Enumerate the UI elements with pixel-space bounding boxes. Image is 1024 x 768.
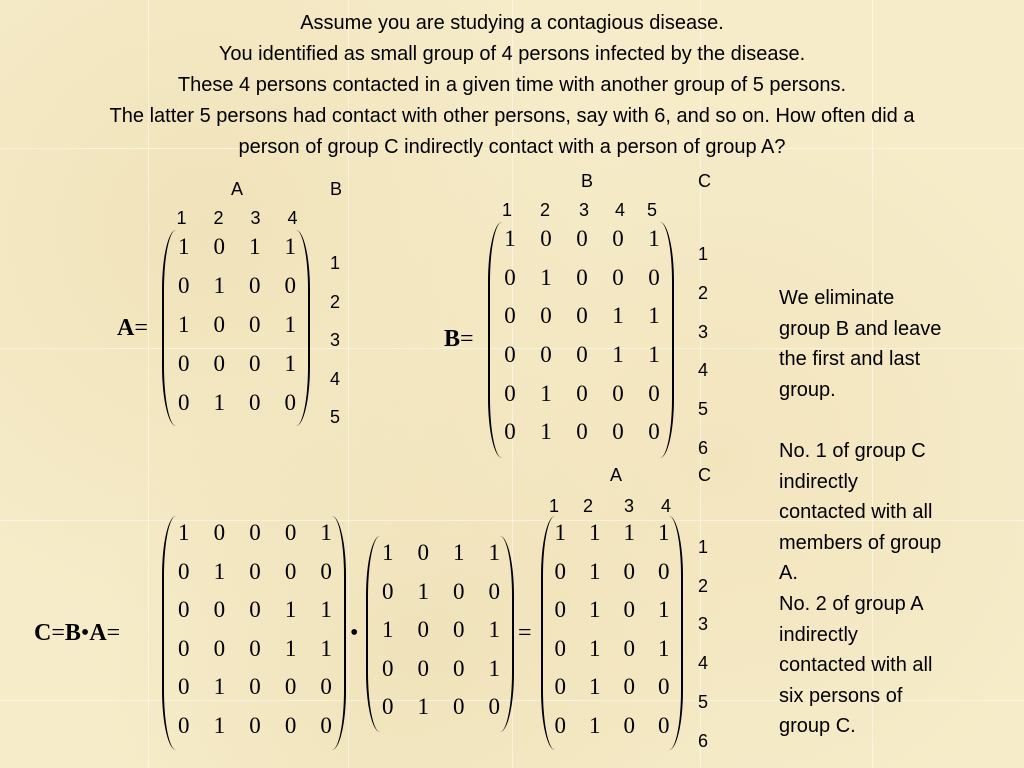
matrix-cell: 0: [284, 390, 296, 415]
matrix-row: [490, 226, 672, 265]
matrix-cell: 1: [488, 655, 500, 681]
row-index: 2: [698, 575, 709, 596]
matrix-cell: 1: [417, 694, 429, 719]
matrix-b-row-group: C: [698, 171, 711, 191]
result-col-indices: [540, 496, 682, 517]
col-index: 2: [539, 200, 550, 220]
matrix-cell: 0: [213, 351, 225, 376]
row-index: 6: [698, 437, 709, 458]
matrix-cell: 1: [589, 520, 601, 545]
matrix-cell: 0: [453, 578, 465, 604]
matrix-row: [490, 381, 672, 420]
matrix-cell: 0: [453, 617, 465, 642]
row-index: 2: [698, 282, 709, 303]
matrix-cell: 1: [178, 520, 190, 545]
matrix-cell: 1: [612, 342, 624, 368]
matrix-b-name: B: [444, 326, 461, 352]
matrix-cell: 1: [589, 712, 601, 738]
matrix-cell: 0: [504, 264, 516, 290]
matrix-row: [543, 597, 681, 636]
side-line: indirectly: [779, 623, 858, 646]
matrix-row: [368, 694, 512, 733]
matrix-row: [368, 540, 512, 579]
matrix-cell: 1: [540, 419, 552, 445]
matrix-cell: 1: [320, 520, 332, 545]
row-index: 1: [330, 253, 341, 273]
matrix-cell: 0: [249, 558, 261, 584]
matrix-cell: 0: [249, 520, 261, 545]
matrix-cell: 0: [488, 694, 500, 719]
matrix-cell: 1: [658, 520, 670, 545]
side-line: A.: [779, 562, 798, 585]
matrix-row: [543, 713, 681, 752]
matrix-cell: 0: [249, 312, 261, 337]
matrix-row: [543, 559, 681, 598]
matrix-cell: 0: [249, 597, 261, 622]
matrix-cell: 0: [554, 635, 566, 661]
side-line: contacted with all: [779, 501, 933, 524]
matrix-cell: 0: [576, 342, 588, 368]
matrix-cell: 0: [382, 655, 394, 681]
matrix-row: [368, 656, 512, 695]
matrix-cell: 1: [488, 617, 500, 642]
matrix-cell: 0: [382, 578, 394, 604]
matrix-cell: 0: [648, 380, 660, 406]
intro-text: [10, 8, 1014, 163]
row-index: 4: [698, 360, 709, 381]
matrix-cell: 0: [612, 419, 624, 445]
matrix-cell: 0: [417, 617, 429, 642]
matrix-cell: 1: [648, 303, 660, 329]
matrix-cell: 0: [612, 226, 624, 251]
matrix-cell: 0: [213, 635, 226, 661]
product-middle-matrix: [366, 536, 514, 732]
row-index: 3: [698, 321, 709, 342]
intro-line: You identified as small group of 4 persons infected by the disease.: [218, 43, 806, 65]
result-row-group: C: [698, 465, 711, 485]
col-index: 1: [548, 496, 559, 516]
matrix-cell: 1: [320, 635, 332, 661]
side-line: group B and leave: [779, 317, 942, 340]
matrix-row: [164, 351, 308, 390]
matrix-row: [164, 674, 344, 713]
matrix-cell: 1: [648, 342, 660, 368]
matrix-cell: 1: [589, 635, 601, 661]
result-row-indices: [698, 528, 708, 760]
side-line: six persons of: [779, 684, 903, 707]
product-c-name: C: [34, 620, 52, 646]
matrix-row: [164, 312, 308, 351]
matrix-cell: 0: [284, 520, 297, 545]
matrix-cell: 1: [213, 390, 225, 415]
matrix-cell: 0: [623, 597, 635, 622]
matrix-cell: 0: [576, 226, 588, 251]
matrix-a-label: [117, 315, 148, 342]
matrix-cell: 1: [658, 597, 670, 622]
matrix-cell: 0: [178, 712, 190, 738]
matrix-cell: 0: [576, 380, 588, 406]
matrix-cell: 0: [178, 273, 190, 298]
matrix-cell: 1: [417, 578, 429, 604]
matrix-cell: 0: [284, 558, 297, 584]
equals-sign: =: [51, 620, 65, 646]
matrix-cell: 1: [589, 597, 601, 622]
matrix-row: [164, 273, 308, 312]
matrix-cell: 0: [320, 712, 332, 738]
matrix-row: [543, 636, 681, 675]
matrix-cell: 1: [178, 234, 190, 259]
matrix-cell: 1: [589, 674, 601, 699]
product-a-name: A: [89, 620, 107, 646]
matrix-cell: 1: [284, 351, 296, 376]
matrix-row: [368, 617, 512, 656]
matrix-cell: 0: [504, 342, 516, 368]
matrix-a-row-group: B: [330, 179, 343, 199]
matrix-cell: 0: [576, 264, 588, 290]
result-matrix: [541, 516, 683, 750]
matrix-cell: 0: [504, 303, 516, 329]
side-line: indirectly: [779, 470, 858, 493]
matrix-a-name: A: [117, 315, 135, 341]
matrix-cell: 0: [554, 712, 566, 738]
matrix-cell: 0: [504, 419, 516, 445]
col-index: 3: [250, 208, 261, 228]
matrix-b-col-indices: [488, 200, 668, 221]
matrix-cell: 1: [284, 635, 297, 661]
side-line: the first and last: [779, 348, 921, 371]
matrix-cell: 0: [213, 597, 226, 622]
side-line: group C.: [779, 715, 856, 738]
intro-line: Assume you are studying a contagious disease.: [300, 12, 724, 34]
intro-line: These 4 persons contacted in a given time with another group of 5 persons.: [177, 74, 847, 96]
col-index: 2: [582, 496, 593, 516]
matrix-cell: 1: [320, 597, 332, 622]
side-line: No. 2 of group A: [779, 592, 924, 615]
matrix-cell: 0: [417, 655, 429, 681]
matrix-cell: 0: [623, 674, 635, 699]
matrix-cell: 0: [178, 558, 190, 584]
matrix-a-col-group: A: [231, 179, 244, 199]
col-index: 2: [213, 208, 224, 228]
col-index: 3: [623, 496, 634, 516]
matrix-row: [164, 520, 344, 559]
row-index: 6: [698, 730, 709, 751]
matrix-cell: 0: [658, 558, 670, 584]
side-line: group.: [779, 378, 836, 401]
matrix-row: [543, 520, 681, 559]
matrix-cell: 0: [658, 674, 670, 699]
matrix-cell: 0: [648, 419, 660, 445]
matrix-cell: 0: [453, 655, 465, 681]
matrix-cell: 1: [540, 380, 552, 406]
matrix-cell: 0: [178, 674, 190, 699]
matrix-cell: 0: [554, 674, 566, 699]
equals-sign: =: [460, 326, 474, 352]
product-b-name: B: [64, 620, 81, 646]
matrix-cell: 0: [178, 635, 190, 661]
row-index: 5: [698, 399, 709, 420]
matrix-cell: 0: [249, 390, 261, 415]
intro-line: person of group C indirectly contact with a person of group A?: [238, 136, 786, 158]
intro-line: The latter 5 persons had contact with other persons, say with 6, and so on. How often did a: [109, 105, 915, 127]
matrix-cell: 0: [249, 712, 261, 738]
matrix-row: [490, 342, 672, 381]
matrix-cell: 1: [213, 674, 226, 699]
row-index: 3: [330, 330, 341, 350]
matrix-cell: 1: [658, 635, 670, 661]
matrix-cell: 1: [284, 312, 296, 337]
matrix-cell: 0: [540, 342, 552, 368]
matrix-cell: 1: [213, 558, 226, 584]
equals-sign: =: [134, 315, 148, 341]
matrix-cell: 1: [623, 520, 635, 545]
col-index: 1: [176, 208, 187, 228]
matrix-cell: 0: [213, 520, 226, 545]
matrix-cell: 0: [554, 558, 566, 584]
matrix-cell: 0: [554, 597, 566, 622]
matrix-cell: 0: [540, 303, 552, 329]
matrix-row: [164, 234, 308, 273]
side-explanation: [779, 283, 1019, 742]
matrix-cell: 1: [453, 540, 465, 565]
row-index: 3: [698, 614, 709, 635]
matrix-cell: 1: [382, 617, 394, 642]
side-line: No. 1 of group C: [779, 439, 926, 462]
matrix-cell: 0: [178, 390, 190, 415]
col-index: 4: [287, 208, 298, 228]
matrix-cell: 0: [540, 226, 552, 251]
matrix-cell: 1: [648, 226, 660, 251]
col-index: 3: [578, 200, 589, 220]
matrix-cell: 0: [576, 303, 588, 329]
matrix-cell: 0: [249, 351, 261, 376]
row-index: 2: [330, 291, 341, 312]
matrix-cell: 0: [382, 694, 394, 719]
row-index: 1: [698, 537, 709, 557]
matrix-row: [164, 713, 344, 752]
matrix-cell: 0: [623, 558, 635, 584]
matrix-cell: 1: [488, 540, 500, 565]
matrix-cell: 1: [554, 520, 566, 545]
matrix-a: [162, 230, 310, 426]
side-line: We eliminate: [779, 287, 895, 309]
matrix-cell: 0: [504, 380, 516, 406]
matrix-cell: 1: [178, 312, 190, 337]
result-col-group: A: [610, 465, 623, 485]
matrix-cell: 0: [178, 597, 190, 622]
matrix-cell: 0: [623, 635, 635, 661]
matrix-cell: 0: [249, 635, 261, 661]
matrix-row: [368, 579, 512, 618]
matrix-cell: 1: [382, 540, 394, 565]
matrix-cell: 0: [612, 264, 624, 290]
row-index: 1: [698, 244, 709, 264]
matrix-row: [490, 265, 672, 304]
matrix-cell: 1: [284, 597, 297, 622]
col-index: 1: [501, 200, 512, 220]
matrix-row: [543, 674, 681, 713]
matrix-cell: 0: [623, 712, 635, 738]
matrix-b-col-group: B: [581, 171, 594, 191]
matrix-cell: 0: [648, 264, 660, 290]
matrix-cell: 1: [504, 226, 516, 251]
matrix-cell: 0: [213, 312, 225, 337]
matrix-a-col-indices: [163, 208, 311, 229]
equals-sign: =: [518, 620, 532, 646]
matrix-row: [490, 419, 672, 458]
matrix-cell: 1: [213, 712, 226, 738]
matrix-b: [488, 222, 674, 458]
dot-operator: •: [80, 620, 90, 646]
row-index: 4: [698, 653, 709, 674]
row-index: 4: [330, 368, 341, 389]
col-index: 4: [614, 200, 625, 220]
matrix-a-row-indices: [330, 244, 340, 437]
matrix-cell: 1: [249, 234, 261, 259]
matrix-row: [164, 390, 308, 429]
matrix-cell: 0: [213, 234, 225, 259]
matrix-cell: 0: [320, 674, 332, 699]
matrix-cell: 0: [249, 674, 261, 699]
matrix-row: [164, 597, 344, 636]
matrix-cell: 0: [284, 712, 297, 738]
matrix-cell: 0: [488, 578, 500, 604]
product-equation-label: [34, 620, 120, 647]
side-line: [779, 405, 1019, 436]
equals-sign: =: [106, 620, 121, 646]
side-line: members of group: [779, 531, 942, 554]
matrix-row: [490, 303, 672, 342]
matrix-cell: 0: [284, 273, 296, 298]
side-line: contacted with all: [779, 654, 933, 677]
matrix-row: [164, 636, 344, 675]
matrix-cell: 1: [612, 303, 624, 329]
matrix-cell: 0: [320, 558, 332, 584]
col-index: 4: [660, 496, 671, 516]
matrix-cell: 0: [249, 273, 261, 298]
matrix-cell: 0: [612, 380, 624, 406]
matrix-cell: 1: [284, 234, 296, 259]
matrix-cell: 1: [213, 273, 225, 298]
col-index: 5: [646, 200, 657, 220]
product-left-matrix: [162, 516, 346, 750]
matrix-cell: 0: [453, 694, 465, 719]
dot-operator: •: [350, 620, 359, 646]
matrix-cell: 0: [417, 540, 429, 565]
matrix-cell: 0: [284, 674, 297, 699]
matrix-cell: 0: [576, 419, 588, 445]
matrix-cell: 1: [540, 264, 552, 290]
row-index: 5: [330, 407, 341, 427]
matrix-cell: 1: [589, 558, 601, 584]
matrix-cell: 0: [178, 351, 190, 376]
matrix-cell: 0: [658, 712, 670, 738]
row-index: 5: [698, 691, 709, 712]
matrix-b-label: [444, 326, 474, 353]
matrix-b-row-indices: [698, 235, 708, 468]
matrix-row: [164, 559, 344, 598]
